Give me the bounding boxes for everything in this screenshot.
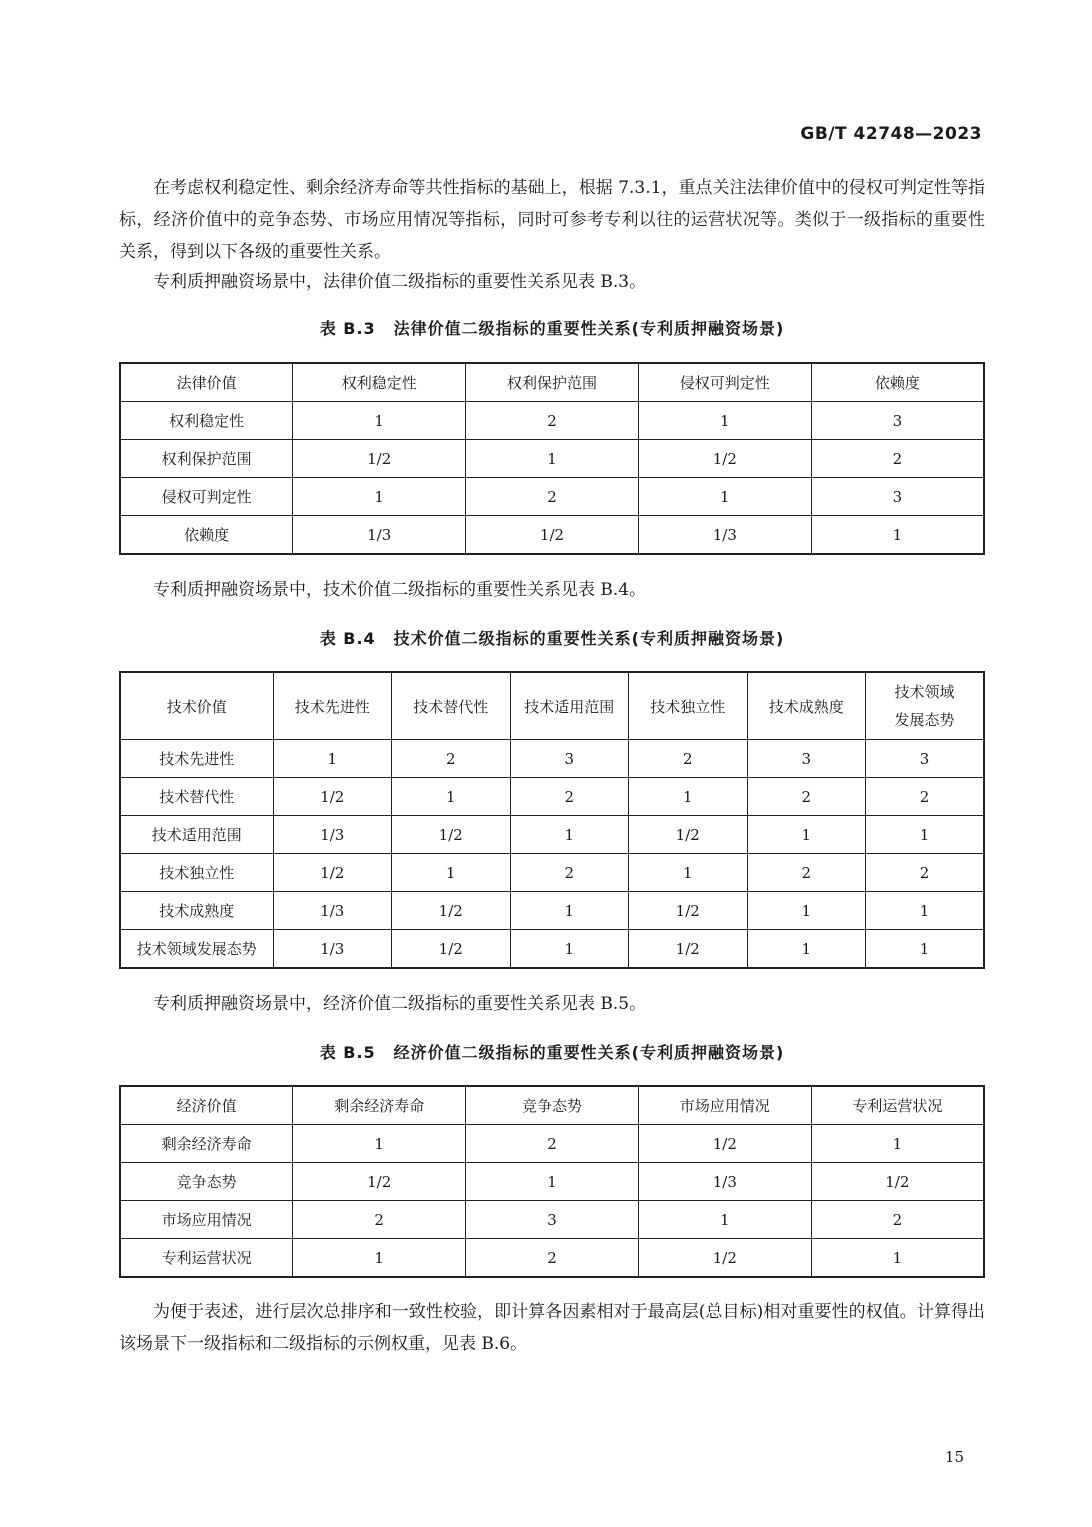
table-row [120,816,984,854]
table-cell: 2 [747,854,866,892]
table-cell: 1/2 [273,854,392,892]
table-cell: 1 [811,516,984,555]
header-cell: 市场应用情况 [638,1086,811,1125]
table-cell: 2 [811,440,984,478]
table-cell: 1 [273,740,392,778]
table-cell: 1/2 [629,816,748,854]
table-row [120,778,984,816]
header-cell: 技术适用范围 [510,672,629,740]
table-cell: 1/3 [273,930,392,969]
table-b3 [119,362,985,555]
table-cell: 2 [510,778,629,816]
table-cell: 2 [510,854,629,892]
table-cell: 1 [866,816,985,854]
table-cell: 1/2 [392,892,511,930]
row-label: 剩余经济寿命 [120,1125,293,1163]
header-cell: 权利保护范围 [466,363,639,402]
table-row [120,892,984,930]
header-cell: 竞争态势 [466,1086,639,1125]
table-cell: 1 [638,1201,811,1239]
table-cell: 2 [392,740,511,778]
table-row [120,1125,984,1163]
paragraph-b5-ref: 专利质押融资场景中，经济价值二级指标的重要性关系见表 B.5。 [153,994,647,1014]
table-cell: 1 [293,1239,466,1278]
header-cell: 法律价值 [120,363,293,402]
row-label: 权利稳定性 [120,402,293,440]
table-cell: 1/2 [629,892,748,930]
header-cell: 技术独立性 [629,672,748,740]
table-row [120,440,984,478]
row-label: 技术成熟度 [120,892,273,930]
table-cell: 1/3 [273,892,392,930]
header-cell: 专利运营状况 [811,1086,984,1125]
table-cell: 1 [747,930,866,969]
table-b5-caption [119,1040,985,1063]
table-cell: 1 [510,892,629,930]
table-cell: 1 [747,816,866,854]
table-cell: 2 [747,778,866,816]
table-header-row [120,363,984,402]
row-label: 技术替代性 [120,778,273,816]
table-cell: 1/2 [273,778,392,816]
header-cell: 技术先进性 [273,672,392,740]
table-cell: 3 [811,478,984,516]
table-cell: 1/2 [392,816,511,854]
table-cell: 1/2 [466,516,639,555]
table-cell: 1 [638,402,811,440]
table-cell: 1/2 [293,440,466,478]
table-cell: 1 [866,930,985,969]
table-cell: 1/2 [629,930,748,969]
table-cell: 1/2 [811,1163,984,1201]
paragraph-intro: 在考虑权利稳定性、剩余经济寿命等共性指标的基础上，根据 7.3.1，重点关注法律价值中的侵权可判定性等指标，经济价值中的竞争态势、市场应用情况等指标，同时可参考专利以往的运营状况等。类似于一级指标的重要性关系，得到以下各级的重要性关系。 [119,178,985,262]
table-cell: 1/3 [293,516,466,555]
paragraph-b6-ref: 为便于表述，进行层次总排序和一致性校验，即计算各因素相对于最高层(总目标)相对重要性的权值。计算得出该场景下一级指标和二级指标的示例权重，见表 B.6。 [119,1302,985,1354]
table-b5 [119,1085,985,1278]
table-cell: 1/2 [392,930,511,969]
table-cell: 3 [510,740,629,778]
table-cell: 1 [811,1239,984,1278]
table-b4 [119,671,985,969]
table-cell: 2 [466,478,639,516]
table-b5-number: 表 B.5 [319,1043,376,1062]
row-label: 竞争态势 [120,1163,293,1201]
row-label: 权利保护范围 [120,440,293,478]
table-cell: 1/3 [638,1163,811,1201]
table-b4-number: 表 B.4 [319,629,376,648]
header-cell: 技术价值 [120,672,273,740]
table-cell: 2 [466,402,639,440]
table-row [120,1201,984,1239]
table-cell: 1 [811,1125,984,1163]
paragraph-b4-ref: 专利质押融资场景中，技术价值二级指标的重要性关系见表 B.4。 [153,580,647,600]
header-line: 发展态势 [894,711,955,729]
table-cell: 1/2 [638,440,811,478]
table-cell: 1 [293,1125,466,1163]
header-line: 技术领域 [894,683,955,701]
table-b4-title: 技术价值二级指标的重要性关系(专利质押融资场景) [393,629,785,648]
page-number: 15 [944,1448,964,1466]
standard-code: GB/T 42748—2023 [800,124,982,144]
table-cell: 1 [629,854,748,892]
table-cell: 1 [510,816,629,854]
paragraph-b3-ref: 专利质押融资场景中，法律价值二级指标的重要性关系见表 B.3。 [153,272,647,292]
table-b3-title: 法律价值二级指标的重要性关系(专利质押融资场景) [393,319,785,338]
header-cell: 剩余经济寿命 [293,1086,466,1125]
table-row [120,930,984,969]
table-cell: 1 [466,440,639,478]
table-row [120,478,984,516]
table-b3-caption [119,316,985,339]
row-label: 技术先进性 [120,740,273,778]
table-row [120,516,984,555]
table-cell: 1 [293,402,466,440]
table-cell: 1 [638,478,811,516]
table-cell: 1 [466,1163,639,1201]
table-b5-title: 经济价值二级指标的重要性关系(专利质押融资场景) [393,1043,785,1062]
table-cell: 2 [466,1239,639,1278]
table-cell: 3 [866,740,985,778]
table-cell: 1 [293,478,466,516]
table-cell: 3 [466,1201,639,1239]
table-cell: 1/2 [638,1125,811,1163]
table-b3-number: 表 B.3 [319,319,376,338]
header-cell: 技术替代性 [392,672,511,740]
table-cell: 1 [510,930,629,969]
table-row [120,402,984,440]
header-cell: 权利稳定性 [293,363,466,402]
table-row [120,740,984,778]
table-cell: 2 [466,1125,639,1163]
table-cell: 1 [747,892,866,930]
table-cell: 3 [747,740,866,778]
table-cell: 1/3 [638,516,811,555]
table-cell: 2 [629,740,748,778]
table-cell: 1 [866,892,985,930]
table-cell: 2 [811,1201,984,1239]
table-cell: 1/2 [638,1239,811,1278]
table-cell: 1/2 [293,1163,466,1201]
table-row [120,854,984,892]
header-cell: 技术成熟度 [747,672,866,740]
header-cell: 依赖度 [811,363,984,402]
table-row [120,1163,984,1201]
header-cell [866,672,985,740]
table-b4-caption [119,626,985,649]
table-cell: 2 [866,778,985,816]
row-label: 侵权可判定性 [120,478,293,516]
header-cell: 侵权可判定性 [638,363,811,402]
table-cell: 3 [811,402,984,440]
table-header-row [120,1086,984,1125]
row-label: 依赖度 [120,516,293,555]
table-cell: 2 [866,854,985,892]
table-cell: 1 [629,778,748,816]
table-header-row [120,672,984,740]
header-cell: 经济价值 [120,1086,293,1125]
row-label: 技术适用范围 [120,816,273,854]
row-label: 专利运营状况 [120,1239,293,1278]
table-row [120,1239,984,1278]
row-label: 技术独立性 [120,854,273,892]
row-label: 市场应用情况 [120,1201,293,1239]
row-label: 技术领域发展态势 [120,930,273,969]
table-cell: 1 [392,778,511,816]
table-cell: 1 [392,854,511,892]
table-cell: 2 [293,1201,466,1239]
table-cell: 1/3 [273,816,392,854]
